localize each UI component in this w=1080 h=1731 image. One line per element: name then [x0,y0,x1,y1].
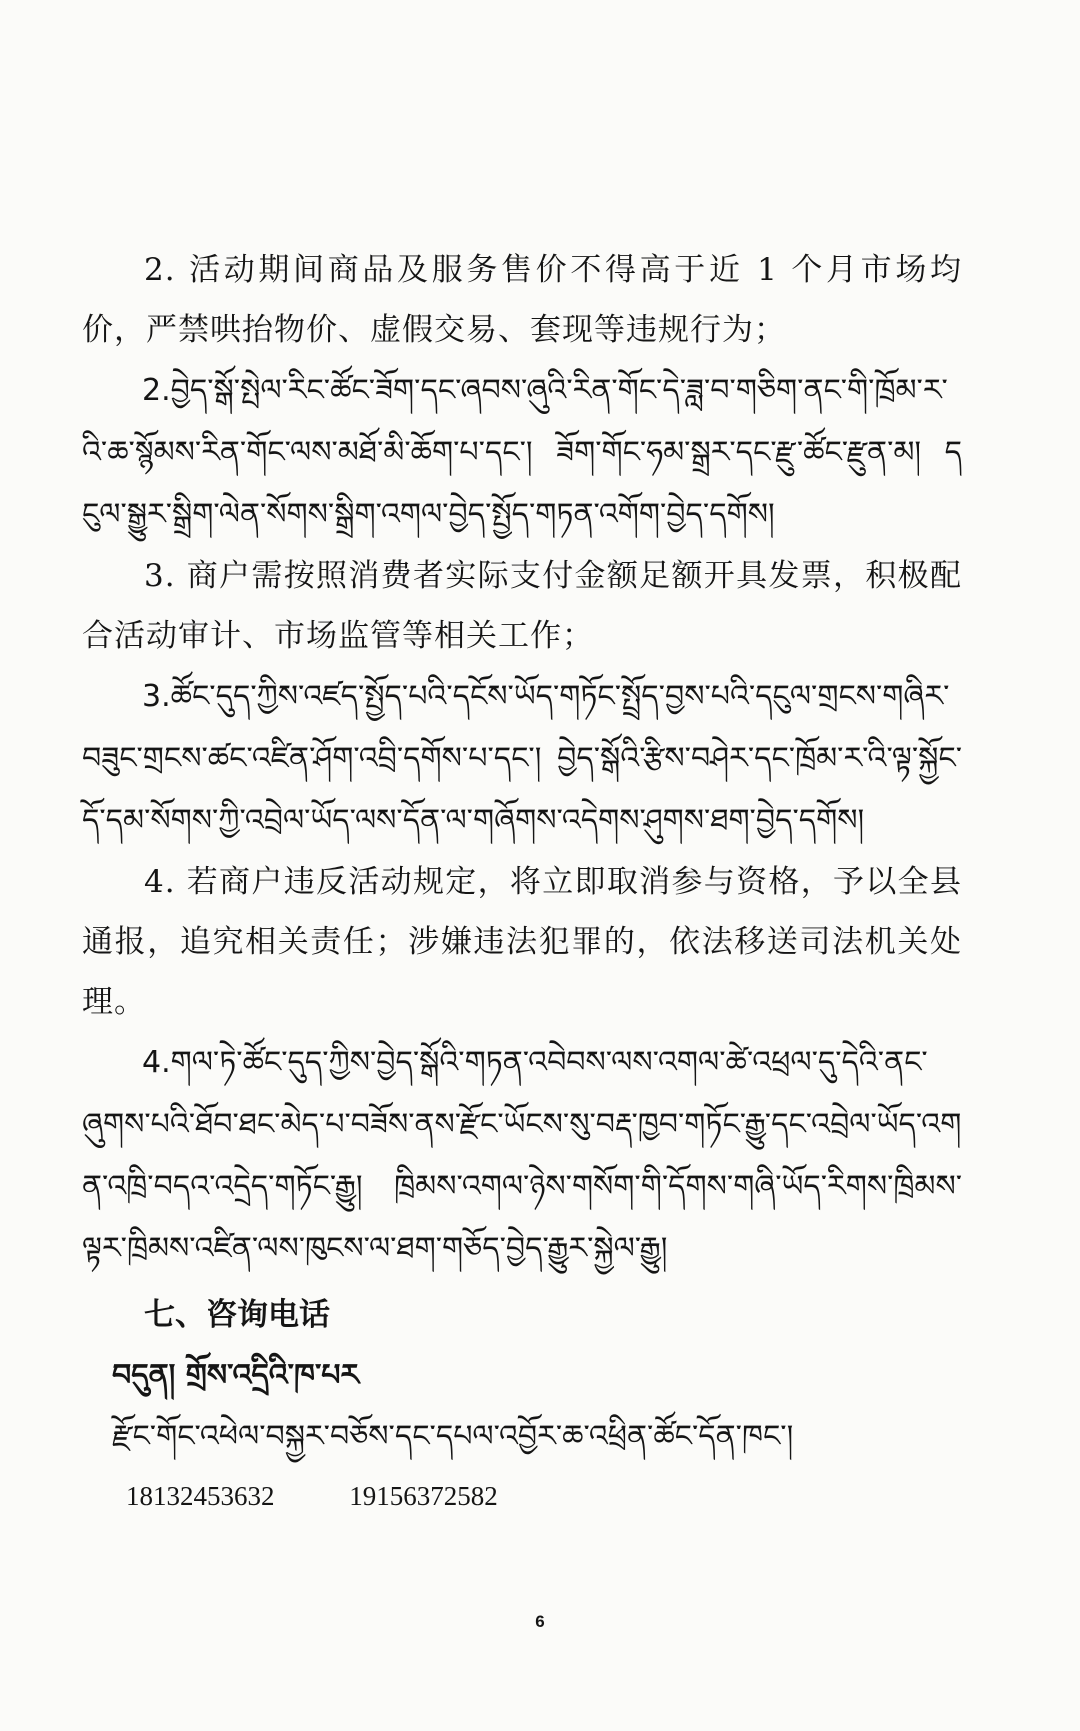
page-number: 6 [535,1612,545,1631]
rule-2-bo: 2.བྱེད་སྒོ་སྤེལ་རིང་ཚོང་ཟོག་དང་ཞབས་ཞུའི་རིན་གོང་དེ་ཟླ་བ་གཅིག་ནང་གི་ཁྲོམ་ར་འི་ཆ་སྙོམས་རིན་གོང་ལས་མཐོ་མི་ཆོག་པ་དང་། ཟོག་གོང་ཧམ་སྒྲར་དང་རྫུ་ཚོང་རྫུན་མ། དངུལ་སྒྱུར་སྒྲིག་ལེན་སོགས་སྒྲིག་འགལ་བྱེད་སྤྱོད་གཏན་འགོག་བྱེད་དགོས། [82,373,962,532]
section-heading-bo: བདུན། གྲོས་འདྲིའི་ཁ་པར [112,1358,360,1393]
phone-number-2: 19156372582 [349,1481,498,1511]
rule-3-bo: 3.ཚོང་དུད་ཀྱིས་འཛད་སྤྱོད་པའི་དངོས་ཡོད་གཏོང་སྤྲོད་བྱས་པའི་དངུལ་གྲངས་གཞིར་བཟུང་གྲངས་ཚང་འཛིན་ཤོག་འབྲི་དགོས་པ་དང་། བྱེད་སྒོའི་རྩིས་བཤེར་དང་ཁྲོམ་ར་འི་ལྟ་སྐྱོང་དོ་དམ་སོགས་ཀྱི་འབྲེལ་ཡོད་ལས་དོན་ལ་གཞོགས་འདེགས་ཤུགས་ཐག་བྱེད་དགོས། [82,679,962,838]
rule-4-bo: 4.གལ་ཏེ་ཚོང་དུད་ཀྱིས་བྱེད་སྒོའི་གཏན་འབེབས་ལས་འགལ་ཚེ་འཕྲལ་དུ་དེའི་ནང་ཞུགས་པའི་ཐོབ་ཐང་མེད་པ་བཟོས་ནས་རྫོང་ཡོངས་སུ་བརྡ་ཁྱབ་གཏོང་རྒྱུ་དང་འབྲེལ་ཡོད་འགན་འཁྲི་བདའ་འདྲེད་གཏོང་རྒྱུ། ཁྲིམས་འགལ་ཉེས་གསོག་གི་དོགས་གཞི་ཡོད་རིགས་ཁྲིམས་ལྟར་ཁྲིམས་འཛིན་ལས་ཁུངས་ལ་ཐག་གཅོད་བྱེད་རྒྱུར་སྐྱེལ་རྒྱུ། [82,1045,962,1266]
document-body [82,240,962,1524]
section-heading-zh: 七、咨询电话 [144,1297,330,1333]
phone-numbers [82,1468,962,1524]
phone-number-1: 18132453632 [126,1481,275,1511]
contact-office-bo: རྫོང་གོང་འཕེལ་བསྐྱར་བཅོས་དང་དཔལ་འབྱོར་ཆ་འཕྲིན་ཚོང་དོན་ཁང་། [112,1419,794,1454]
rule-2-zh: 2. 活动期间商品及服务售价不得高于近 1 个月市场均价，严禁哄抬物价、虚假交易、套现等违规行为； [82,252,962,348]
rule-3-zh: 3. 商户需按照消费者实际支付金额足额开具发票，积极配合活动审计、市场监管等相关工作； [82,558,962,654]
rule-4-zh: 4. 若商户违反活动规定，将立即取消参与资格，予以全县通报，追究相关责任；涉嫌违法犯罪的，依法移送司法机关处理。 [82,864,962,1020]
